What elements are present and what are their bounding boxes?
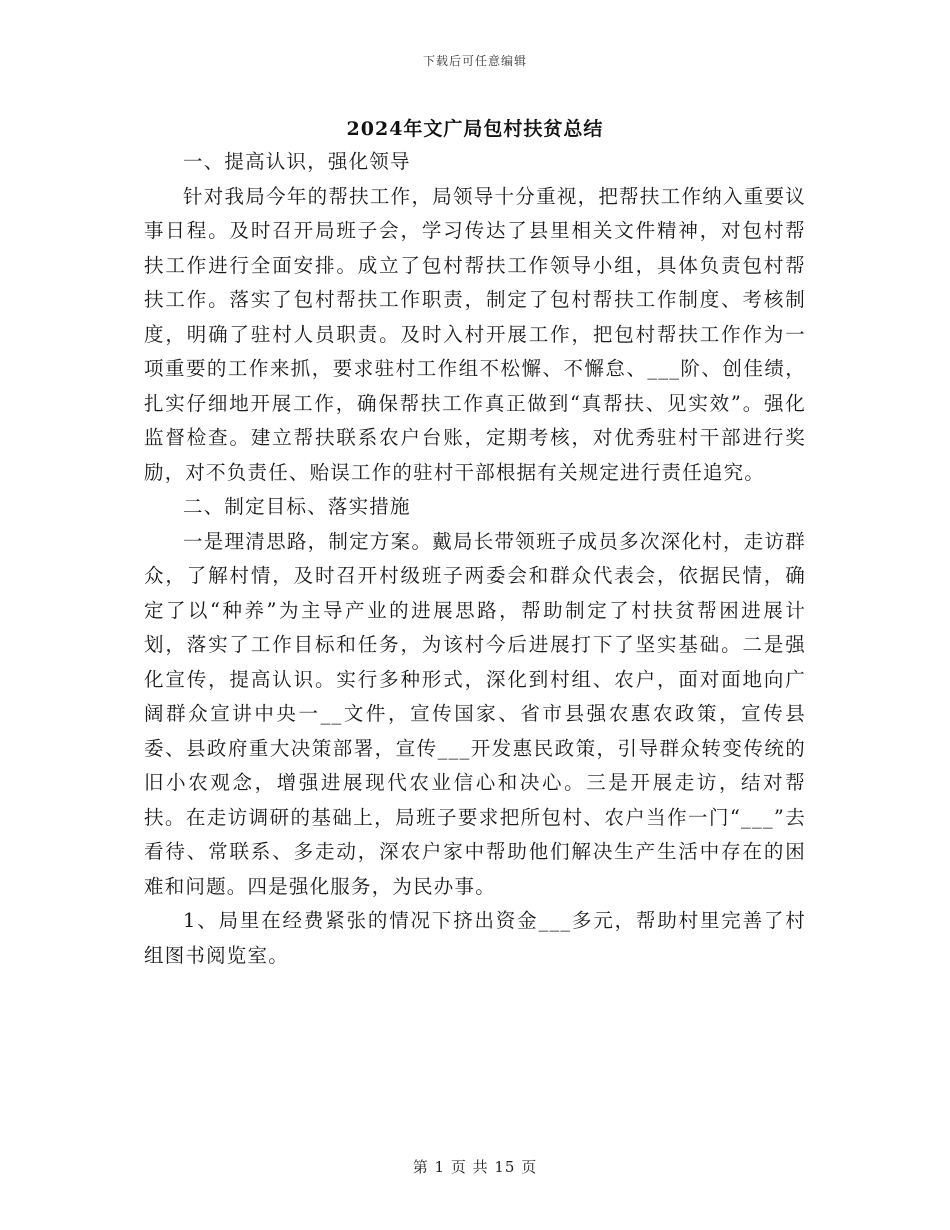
document-title: 2024年文广局包村扶贫总结 — [346, 118, 604, 140]
page-number-footer: 第 1 页 共 15 页 — [412, 1158, 538, 1176]
section-1-paragraph-1: 针对我局今年的帮扶工作，局领导十分重视，把帮扶工作纳入重要议事日程。及时召开局班子会，学习传达了县里相关文件精神，对包村帮扶工作进行全面安排。成立了包村帮扶工作领导小组，具体负责包村帮扶工作。落实了包村帮扶工作职责，制定了包村帮扶工作制度、考核制度，明确了驻村人员职责。及时入村开展工作，把包村帮扶工作作为一项重要的工作来抓，要求驻村工作组不松懈、不懈怠、___阶、创佳绩，扎实仔细地开展工作，确保帮扶工作真正做到“真帮扶、见实效”。强化监督检查。建立帮扶联系农户台账，定期考核，对优秀驻村干部进行奖励，对不负责任、贻误工作的驻村干部根据有关规定进行责任追究。 — [144, 184, 806, 484]
section-heading-2: 二、制定目标、落实措施 — [183, 495, 411, 518]
section-heading-1: 一、提高认识，强化领导 — [183, 150, 411, 173]
section-2-paragraph-2: 1、局里在经费紧张的情况下挤出资金___多元，帮助村里完善了村组图书阅览室。 — [144, 909, 806, 967]
document-body — [144, 145, 806, 973]
section-2-paragraph-1: 一是理清思路，制定方案。戴局长带领班子成员多次深化村，走访群众，了解村情，及时召开村级班子两委会和群众代表会，依据民情，确定了以“种养”为主导产业的进展思路，帮助制定了村扶贫帮困进展计划，落实了工作目标和任务，为该村今后进展打下了坚实基础。二是强化宣传，提高认识。实行多种形式，深化到村组、农户，面对面地向广阔群众宣讲中央一__文件，宣传国家、省市县强农惠农政策，宣传县委、县政府重大决策部署，宣传___开发惠民政策，引导群众转变传统的旧小农观念，增强进展现代农业信心和决心。三是开展走访，结对帮扶。在走访调研的基础上，局班子要求把所包村、农户当作一门“___”去看待、常联系、多走动，深农户家中帮助他们解决生产生活中存在的困难和问题。四是强化服务，为民办事。 — [144, 529, 806, 898]
page-header: 下载后可任意编辑 — [422, 54, 527, 68]
